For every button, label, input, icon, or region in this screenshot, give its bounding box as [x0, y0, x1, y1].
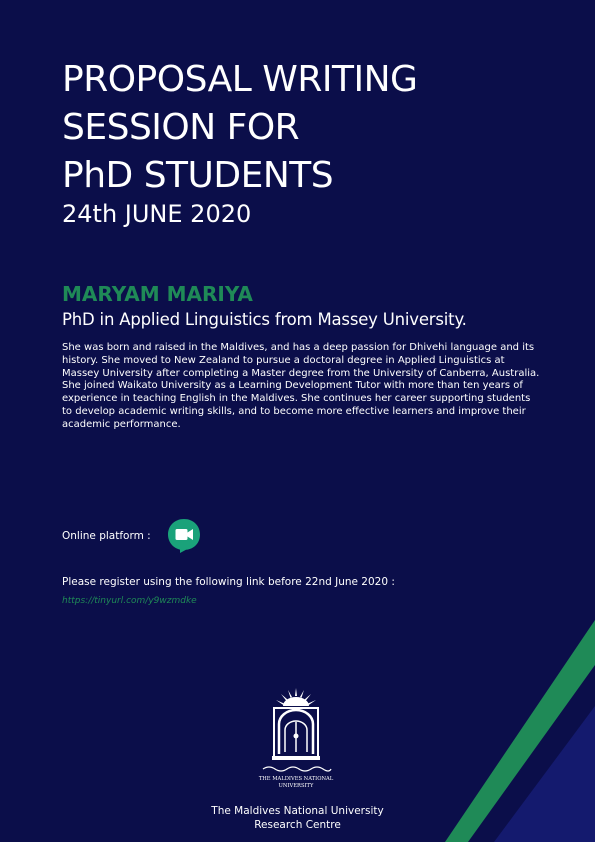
logo-text-line-2: UNIVERSITY — [278, 783, 314, 789]
footer-line-2: Research Centre — [254, 819, 341, 831]
registration-link[interactable]: https://tinyurl.com/y9wzmdke — [62, 596, 197, 606]
registration-text: Please register using the following link before 22nd June 2020 : — [62, 576, 395, 588]
speaker-bio: She was born and raised in the Maldives, and has a deep passion for Dhivehi language and its history. She moved to New Zealand to pursue a doctoral degree in Applied Linguistics at Massey University after completing a Master degree from the University of Canberra, Australia. She joined Waikato University as a Learning Development Tutor with more than ten years of experience in teaching English in the Maldives. She continues her career supporting students to develop academic writing skills, and to become more effective learners and improve their academic performance. — [62, 342, 540, 430]
speaker-name: MARYAM MARIYA — [62, 282, 253, 306]
online-platform-label: Online platform : — [62, 530, 151, 542]
speaker-credential: PhD in Applied Linguistics from Massey University. — [62, 310, 467, 329]
title-line-2: SESSION FOR — [62, 107, 300, 148]
mnu-crest-icon — [255, 686, 337, 792]
footer — [0, 804, 595, 832]
logo-text-line-1: THE MALDIVES NATIONAL — [258, 776, 334, 782]
event-title — [62, 56, 542, 200]
title-line-3: PhD STUDENTS — [62, 155, 334, 196]
google-meet-icon — [167, 518, 201, 554]
title-line-1: PROPOSAL WRITING — [62, 59, 418, 100]
event-date: 24th JUNE 2020 — [62, 200, 252, 228]
footer-line-1: The Maldives National University — [211, 805, 384, 817]
